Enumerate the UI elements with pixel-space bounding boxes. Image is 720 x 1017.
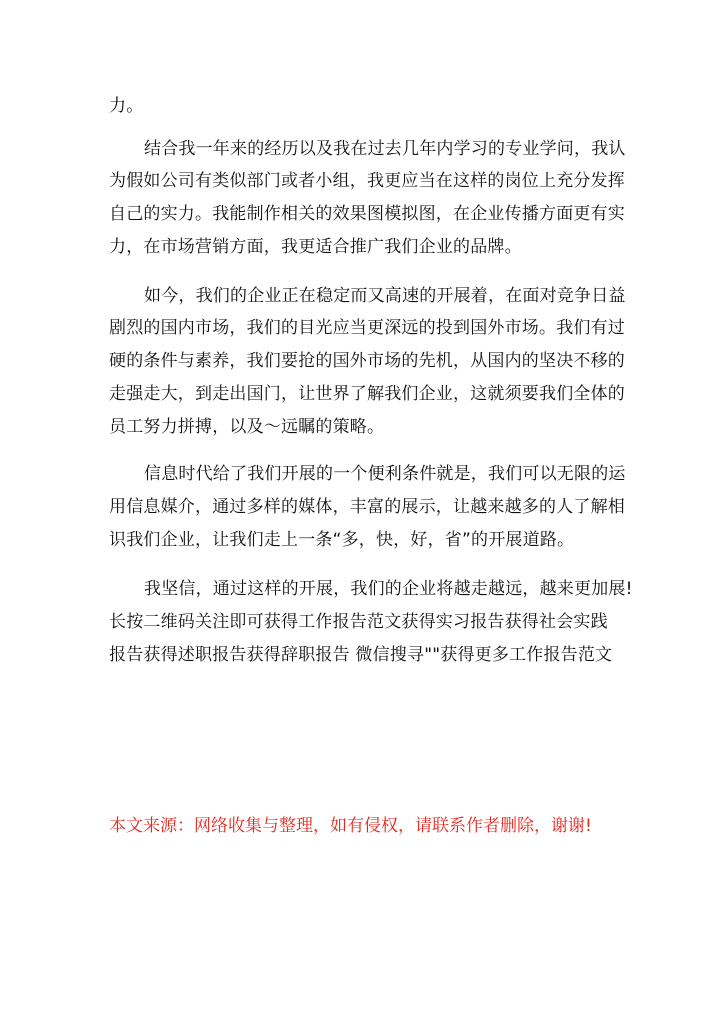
paragraph-line-12: 用信息媒介，通过多样的媒体，丰富的展示，让越来越多的人了解相: [109, 497, 625, 517]
paragraph-line-2: 结合我一年来的经历以及我在过去几年内学习的专业学问，我认: [144, 139, 626, 159]
paragraph-line-15: 长按二维码关注即可获得工作报告范文获得实习报告获得社会实践: [109, 612, 608, 632]
paragraph-line-7: 剧烈的国内市场，我们的目光应当更深远的投到国外市场。我们有过: [109, 318, 625, 338]
paragraph-line-4: 自己的实力。我能制作相关的效果图模拟图，在企业传播方面更有实: [109, 204, 625, 224]
paragraph-line-9: 走强走大，到走出国门，让世界了解我们企业，这就须要我们全体的: [109, 384, 625, 404]
paragraph-line-8: 硬的条件与素养，我们要抢的国外市场的先机，从国内的坚决不移的: [109, 351, 625, 371]
paragraph-line-13: 识我们企业，让我们走上一条“多，快，好，省”的开展道路。: [109, 530, 575, 550]
paragraph-line-1: 力。: [109, 96, 144, 116]
paragraph-line-11: 信息时代给了我们开展的一个便利条件就是，我们可以无限的运: [144, 464, 626, 484]
paragraph-line-6: 如今，我们的企业正在稳定而又高速的开展着，在面对竞争日益: [144, 286, 626, 306]
paragraph-line-14: 我坚信，通过这样的开展，我们的企业将越走越远，越来更加展!: [144, 579, 633, 599]
paragraph-line-16: 报告获得述职报告获得辞职报告 微信搜寻""获得更多工作报告范文: [109, 645, 613, 665]
paragraph-line-10: 员工努力拼搏，以及～远瞩的策略。: [109, 417, 385, 437]
source-note: 本文来源：网络收集与整理，如有侵权，请联系作者删除，谢谢!: [109, 816, 592, 836]
paragraph-line-3: 为假如公司有类似部门或者小组，我更应当在这样的岗位上充分发挥: [109, 171, 625, 191]
paragraph-line-5: 力，在市场营销方面，我更适合推广我们企业的品牌。: [109, 237, 522, 257]
